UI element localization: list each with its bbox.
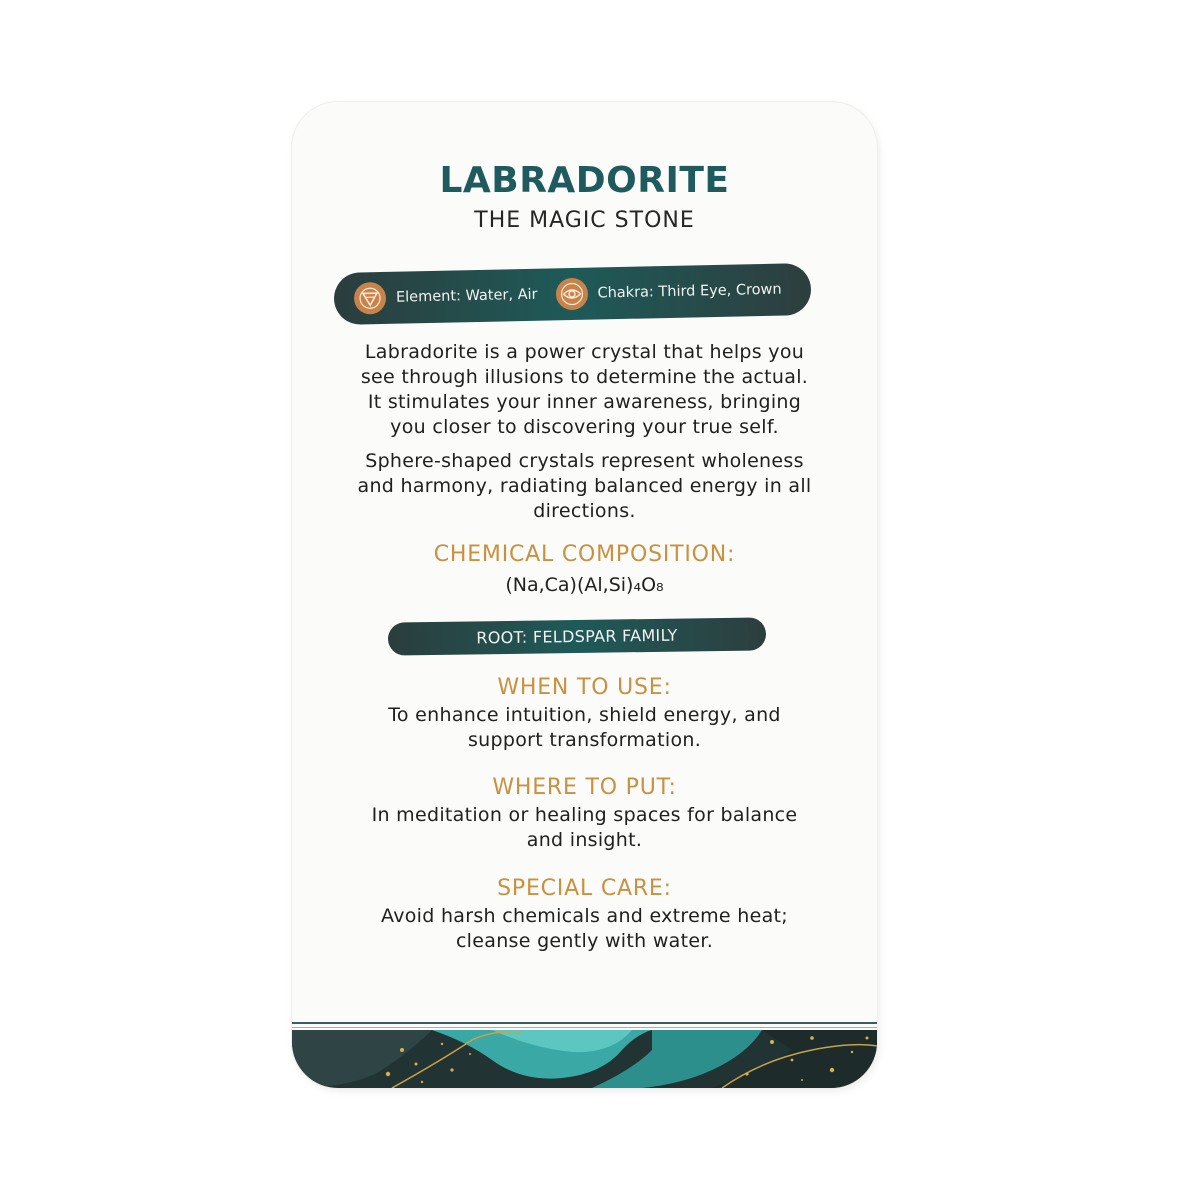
root-family-label: ROOT: FELDSPAR FAMILY — [476, 625, 678, 648]
card-subtitle: THE MAGIC STONE — [474, 208, 695, 233]
root-family-banner — [388, 617, 766, 655]
card-title: LABRADORITE — [439, 160, 730, 201]
footer-divider-thin — [292, 1027, 877, 1028]
where-to-put-text: In meditation or healing spaces for balance and insight. — [371, 804, 798, 851]
when-to-use-heading: WHEN TO USE: — [497, 675, 672, 700]
properties-banner — [334, 263, 812, 325]
chakra-property — [555, 274, 782, 311]
third-eye-chakra-icon — [555, 278, 588, 311]
chemical-composition-heading: CHEMICAL COMPOSITION: — [433, 542, 736, 567]
footer-divider — [292, 1022, 877, 1024]
chakra-label: Chakra: Third Eye, Crown — [597, 281, 782, 302]
element-property — [354, 279, 538, 315]
when-to-use-text: To enhance intuition, shield energy, and support transformation. — [388, 704, 781, 751]
where-to-put-heading: WHERE TO PUT: — [492, 775, 677, 800]
water-element-triangle-icon — [354, 282, 387, 315]
chemical-formula: (Na,Ca)(Al,Si)₄O₈ — [505, 574, 664, 596]
crystal-info-card — [292, 102, 877, 1088]
description-paragraph-1: Labradorite is a power crystal that helps you see through illusions to determine the actual. It stimulates your inner awareness, bringing you closer to discovering your true self. — [360, 341, 809, 438]
description-paragraph-2: Sphere-shaped crystals represent wholeness and harmony, radiating balanced energy in all directions. — [357, 450, 812, 522]
special-care-text: Avoid harsh chemicals and extreme heat; cleanse gently with water. — [381, 905, 788, 952]
element-label: Element: Water, Air — [395, 286, 538, 306]
special-care-heading: SPECIAL CARE: — [497, 876, 672, 901]
labradorite-pattern-footer — [292, 1030, 877, 1088]
